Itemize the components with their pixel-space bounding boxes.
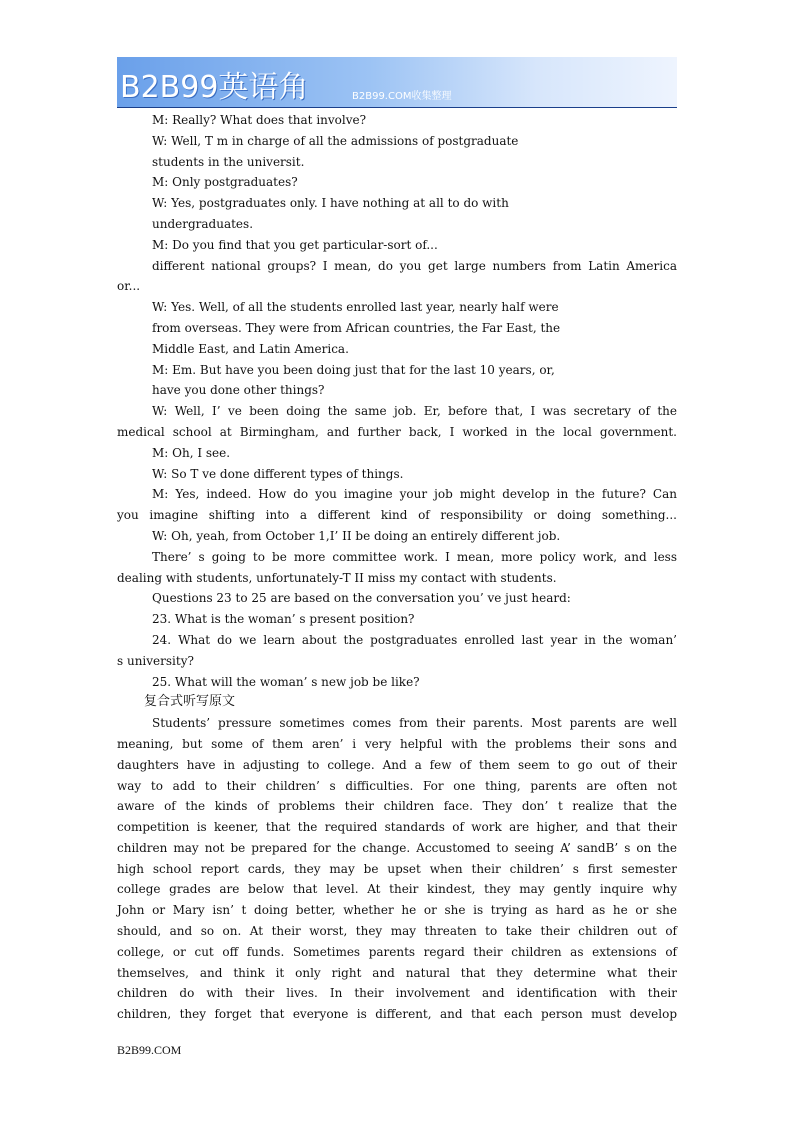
text-line: M: Really? What does that involve?	[152, 113, 367, 127]
text-line: should, and so on. At their worst, they may threaten to take their children out of	[117, 924, 677, 939]
text-line: themselves, and think it only right and natural that they determine what their	[117, 965, 677, 980]
text-line: children, they forget that everyone is different, and that each person must develop	[117, 1007, 677, 1022]
text-line: W: Yes, postgraduates only. I have nothing at all to do with	[152, 196, 509, 211]
text-line: M: Oh, I see.	[152, 445, 231, 460]
text-line: W: Well, T m in charge of all the admissions of postgraduate	[152, 133, 519, 148]
text-line: students in the universit.	[152, 154, 305, 169]
text-line: John or Mary isn’ t doing better, whether he or she is trying as hard as he or she	[117, 903, 677, 918]
page-footer: B2B99.COM	[117, 1043, 182, 1057]
text-line: W: So T ve done different types of things.	[152, 466, 404, 481]
banner-subtitle: B2B99.COM收集整理	[352, 91, 452, 102]
text-line: from overseas. They were from African countries, the Far East, the	[152, 320, 561, 335]
text-line: M: Yes, indeed. How do you imagine your job might develop in the future? Can	[152, 487, 677, 502]
text-line: high school report cards, they may be upset when their children’ s first semester	[117, 861, 677, 876]
text-line: college, or cut off funds. Sometimes parents regard their children as extensions of	[117, 944, 677, 959]
text-line: W: Oh, yeah, from October 1,I’ II be doing an entirely different job.	[152, 528, 561, 543]
text-line: different national groups? I mean, do you get large numbers from Latin America	[152, 258, 677, 273]
text-line: daughters have in adjusting to college. And a few of them seem to go out of their	[117, 757, 677, 772]
text-line: 25. What will the woman’ s new job be like?	[152, 674, 420, 689]
text-line: M: Em. But have you been doing just that for the last 10 years, or,	[152, 362, 555, 377]
text-line: meaning, but some of them aren’ i very helpful with the problems their sons and	[117, 736, 677, 751]
banner-title: B2B99英语角	[120, 70, 309, 105]
text-line: college grades are below that level. At their kindest, they may gently inquire why	[117, 882, 677, 897]
text-line: 24. What do we learn about the postgraduates enrolled last year in the woman’	[152, 632, 677, 647]
text-line: you imagine shifting into a different kind of responsibility or doing something...	[117, 508, 677, 523]
text-line: W: Well, I’ ve been doing the same job. Er, before that, I was secretary of the	[152, 404, 677, 419]
text-line: M: Only postgraduates?	[152, 175, 298, 190]
document-body	[117, 110, 677, 1025]
text-line: dealing with students, unfortunately-T II miss my contact with students.	[117, 570, 557, 585]
text-line: way to add to their children’ s difficulties. For one thing, parents are often not	[117, 778, 677, 793]
header-banner	[117, 57, 677, 108]
text-line: M: Do you find that you get particular-sort of...	[152, 237, 438, 252]
text-line: competition is keener, that the required standards of work are higher, and that their	[117, 820, 677, 835]
text-line: There’ s going to be more committee work. I mean, more policy work, and less	[152, 549, 677, 564]
text-line: Students’ pressure sometimes comes from their parents. Most parents are well	[152, 716, 677, 731]
text-line: Middle East, and Latin America.	[152, 341, 349, 356]
text-line: medical school at Birmingham, and further back, I worked in the local government.	[117, 424, 677, 439]
text-line: undergraduates.	[152, 216, 254, 231]
text-line: children may not be prepared for the change. Accustomed to seeing A’ sandB’ s on the	[117, 840, 677, 855]
text-line: Questions 23 to 25 are based on the conversation you’ ve just heard:	[152, 591, 571, 606]
text-line: 23. What is the woman’ s present position?	[152, 612, 415, 627]
text-line: W: Yes. Well, of all the students enrolled last year, nearly half were	[152, 300, 559, 315]
text-line: s university?	[117, 653, 194, 668]
section-heading: 复合式听写原文	[144, 694, 236, 710]
text-line: or...	[117, 279, 141, 294]
text-line: children do with their lives. In their involvement and identification with their	[117, 986, 677, 1001]
text-line: aware of the kinds of problems their children face. They don’ t realize that the	[117, 799, 677, 814]
text-line: have you done other things?	[152, 383, 325, 398]
